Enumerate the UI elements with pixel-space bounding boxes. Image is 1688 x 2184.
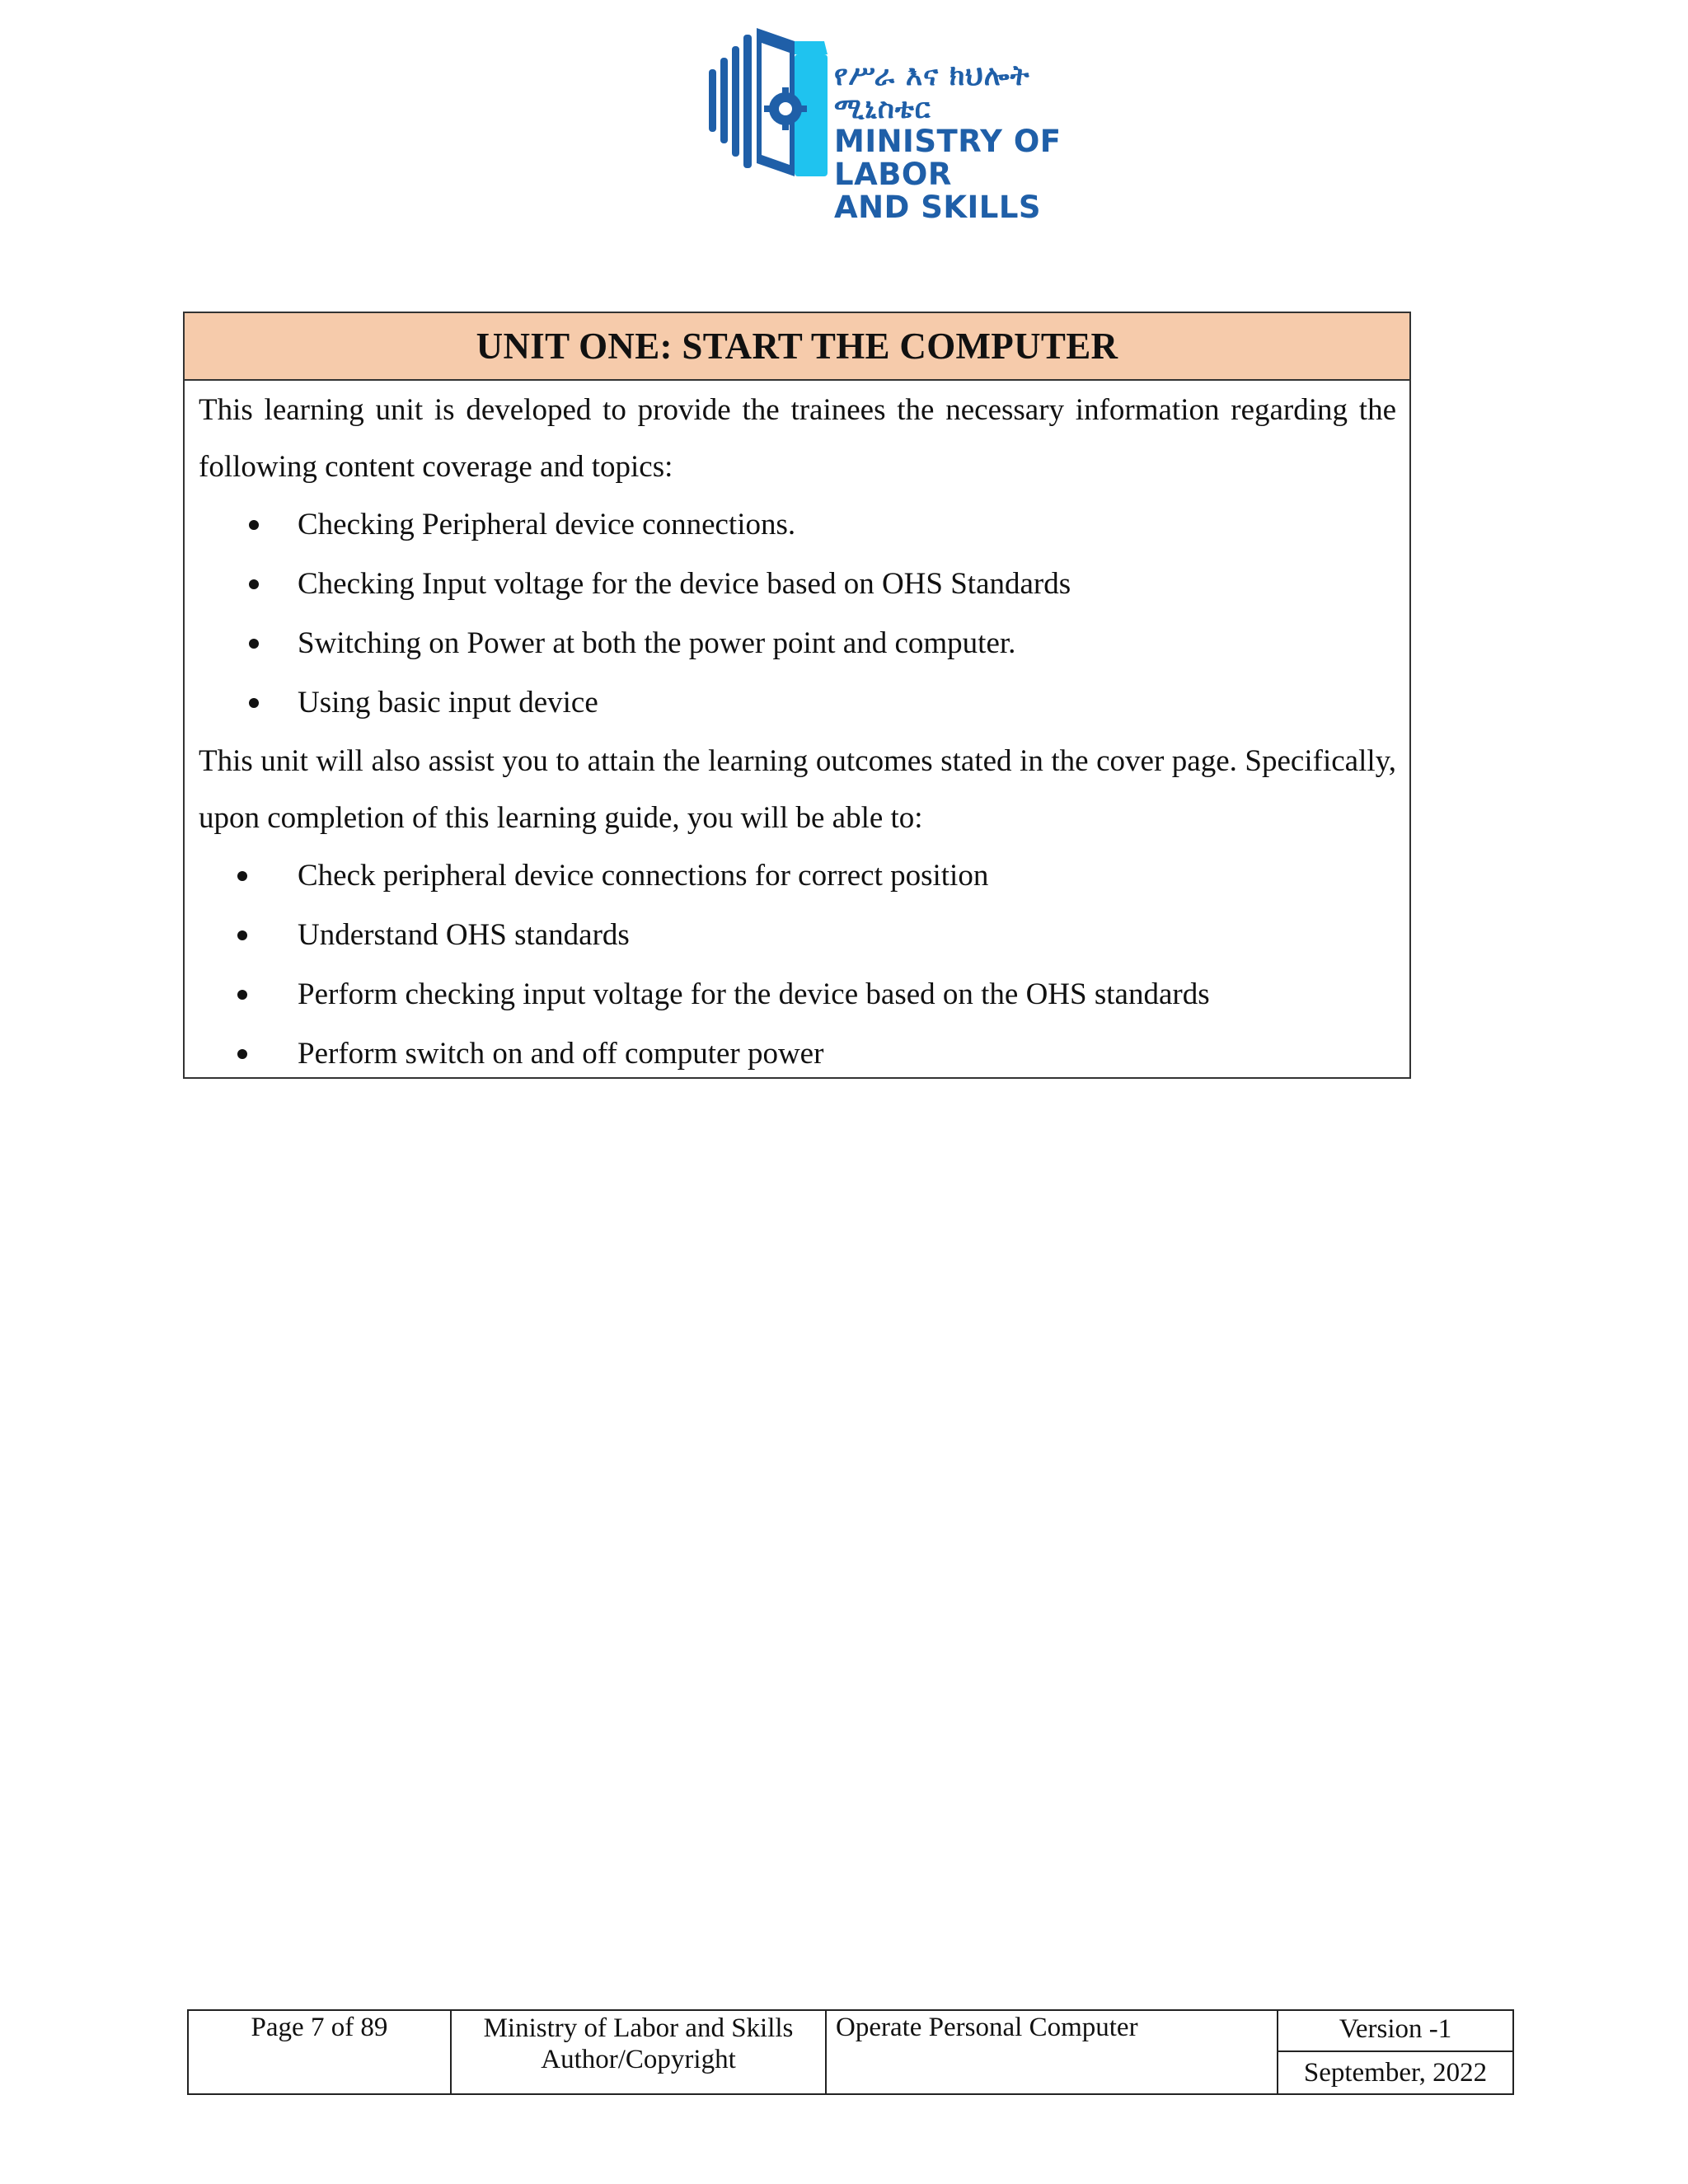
list-item <box>199 555 1396 614</box>
bullet-icon <box>249 698 259 708</box>
list-item <box>199 846 1396 906</box>
unit-intro-paragraph: This learning unit is developed to provide the trainees the necessary information regarding the following content coverage and topics: <box>199 393 1396 484</box>
list-item <box>199 906 1396 965</box>
logo-text <box>834 59 1088 224</box>
page-footer <box>187 2009 1514 2095</box>
footer-organization <box>452 2011 827 2093</box>
bullet-icon <box>237 1049 247 1059</box>
topic-text: Switching on Power at both the power point and computer. <box>298 626 1016 660</box>
bullet-icon <box>237 871 247 881</box>
list-item <box>199 614 1396 673</box>
outcome-text: Perform checking input voltage for the device based on the OHS standards <box>298 977 1210 1011</box>
outcomes-intro-paragraph: This unit will also assist you to attain the learning outcomes stated in the cover page. Specifically, upon completion of this learning guide, you will be able to: <box>199 744 1396 835</box>
ministry-logo-icon <box>709 23 832 180</box>
logo-line-1: MINISTRY OF LABOR <box>834 124 1062 192</box>
logo-amharic-name: የሥራ እና ክህሎት ሚኒስቴር <box>834 59 1030 125</box>
footer-version: Version -1 <box>1278 2011 1512 2052</box>
bullet-icon <box>249 579 259 589</box>
outcome-text: Perform switch on and off computer power <box>298 1037 824 1071</box>
unit-body <box>185 382 1409 1084</box>
unit-overview-box <box>183 312 1411 1079</box>
footer-version-cell <box>1278 2011 1512 2093</box>
footer-org-name: Ministry of Labor and Skills <box>483 2013 794 2043</box>
footer-course-title: Operate Personal Computer <box>827 2011 1278 2093</box>
outcome-text: Check peripheral device connections for correct position <box>298 859 989 893</box>
topic-text: Using basic input device <box>298 686 598 719</box>
bullet-icon <box>249 520 259 530</box>
outcome-text: Understand OHS standards <box>298 918 630 952</box>
logo-line-2: AND SKILLS <box>834 190 1042 225</box>
list-item <box>199 495 1396 555</box>
list-item <box>199 1024 1396 1084</box>
footer-date: September, 2022 <box>1303 2058 1488 2088</box>
ministry-logo <box>709 23 1088 225</box>
bullet-icon <box>237 930 247 940</box>
topic-text: Checking Peripheral device connections. <box>298 508 796 541</box>
footer-page-number: Page 7 of 89 <box>189 2011 452 2093</box>
topic-list <box>199 495 1396 733</box>
topic-text: Checking Input voltage for the device based on OHS Standards <box>298 567 1071 601</box>
outcome-list <box>199 846 1396 1084</box>
list-item <box>199 673 1396 733</box>
list-item <box>199 965 1396 1024</box>
unit-title: UNIT ONE: START THE COMPUTER <box>185 313 1409 381</box>
footer-copyright: Author/Copyright <box>541 2045 736 2074</box>
bullet-icon <box>249 639 259 649</box>
bullet-icon <box>237 990 247 1000</box>
